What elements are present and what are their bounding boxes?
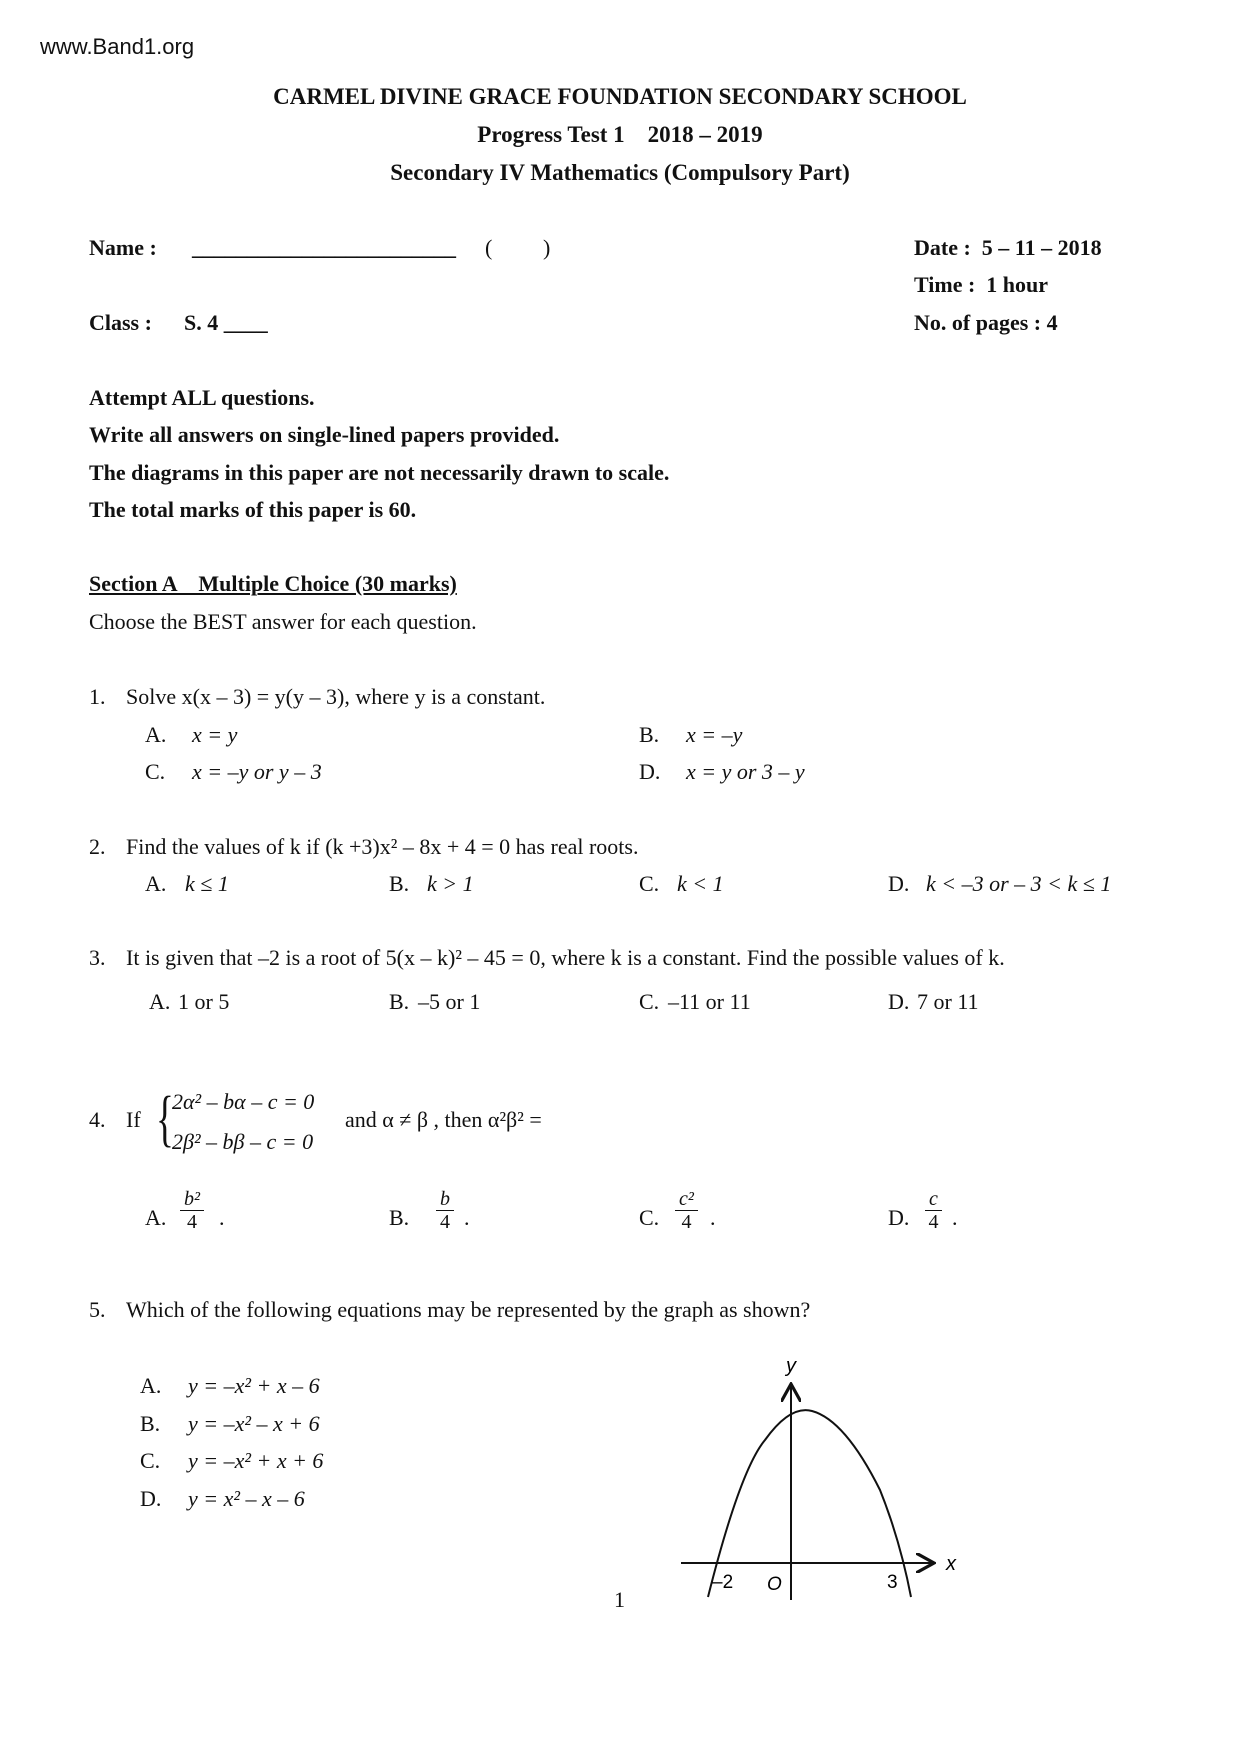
instruction: Write all answers on single-lined papers provided. [89,422,560,447]
numerator: b [436,1188,454,1211]
date: Date : 5 – 11 – 2018 [914,235,1102,260]
option-letter: D. [888,1205,910,1230]
y-axis-label: y [786,1355,796,1377]
option-letter: D. [888,871,910,896]
question-number: 3. [89,945,106,970]
class-label: Class : [89,310,152,335]
question-text: Which of the following equations may be represented by the graph as shown? [126,1297,811,1322]
instruction: The diagrams in this paper are not necessarily drawn to scale. [89,460,670,485]
option-text: –5 or 1 [418,989,481,1014]
option-letter: A. [145,1205,167,1230]
option-letter: C. [639,989,660,1014]
option-text: y = –x² + x + 6 [188,1448,324,1473]
option-text: x = y [192,722,238,747]
root-label: 3 [887,1572,898,1593]
numerator: c [925,1188,942,1211]
option-letter: C. [639,1205,660,1230]
option-text: k < 1 [677,871,724,896]
question-text: It is given that –2 is a root of 5(x – k)² – 45 = 0, where k is a constant. Find the possible values of k. [126,945,1005,970]
option-text: x = –y [686,722,743,747]
numerator: c² [675,1188,698,1211]
option-letter: C. [145,759,166,784]
question-text: and α ≠ β , then α²β² = [345,1107,542,1132]
option-text: y = x² – x – 6 [188,1486,305,1511]
question-text: Solve x(x – 3) = y(y – 3), where y is a constant. [126,684,546,709]
brace: { [155,1085,174,1153]
period: . [219,1205,225,1230]
option-letter: D. [888,989,910,1014]
question-number: 5. [89,1297,106,1322]
subject-title: Secondary IV Mathematics (Compulsory Part) [390,160,850,185]
option-letter: C. [140,1448,161,1473]
option-text: 7 or 11 [917,989,979,1014]
question-if: If [126,1107,141,1132]
school-title: CARMEL DIVINE GRACE FOUNDATION SECONDARY SCHOOL [273,84,967,109]
option-text: –11 or 11 [668,989,751,1014]
option-text: x = y or 3 – y [686,759,805,784]
option-letter: B. [389,989,410,1014]
option-letter: C. [639,871,660,896]
period: . [952,1205,958,1230]
option-text: y = –x² + x – 6 [188,1373,320,1398]
paren-close: ) [543,235,551,260]
test-title: Progress Test 1 2018 – 2019 [477,122,763,147]
option-text: 1 or 5 [178,989,230,1014]
paren-open: ( [485,235,493,260]
numerator: b² [180,1188,204,1211]
class-value: S. 4 ____ [184,310,268,335]
question-number: 1. [89,684,106,709]
denominator: 4 [681,1211,692,1233]
option-letter: A. [145,871,167,896]
time: Time : 1 hour [914,272,1049,297]
option-letter: D. [140,1486,162,1511]
option-letter: D. [639,759,661,784]
equation: 2α² – bα – c = 0 [172,1089,315,1114]
pages: No. of pages : 4 [914,310,1058,335]
option-text: k < –3 or – 3 < k ≤ 1 [926,871,1112,896]
page-number: 1 [614,1587,625,1612]
option-letter: A. [149,989,171,1014]
question-text: Find the values of k if (k +3)x² – 8x + 4 = 0 has real roots. [126,834,639,859]
option-text: x = –y or y – 3 [192,759,322,784]
denominator: 4 [187,1211,197,1233]
period: . [464,1205,470,1230]
option-text: k ≤ 1 [185,871,229,896]
period: . [710,1205,716,1230]
name-blank: ________________________ [192,235,456,260]
x-axis-label: x [946,1553,956,1575]
root-label: –2 [712,1572,734,1593]
option-letter: A. [140,1373,162,1398]
option-text: k > 1 [427,871,474,896]
parabola-curve [708,1410,911,1597]
option-letter: B. [140,1411,161,1436]
option-letter: A. [145,722,167,747]
watermark: www.Band1.org [40,34,195,59]
section-subtitle: Choose the BEST answer for each question. [89,609,477,634]
instruction: The total marks of this paper is 60. [89,497,417,522]
denominator: 4 [928,1211,939,1233]
option-letter: B. [389,871,410,896]
question-number: 2. [89,834,106,859]
option-letter: B. [639,722,660,747]
origin-label: O [767,1574,782,1595]
question-number: 4. [89,1107,106,1132]
name-label: Name : [89,235,157,260]
denominator: 4 [440,1211,450,1233]
option-text: y = –x² – x + 6 [188,1411,320,1436]
section-title: Section A Multiple Choice (30 marks) [89,571,457,596]
equation: 2β² – bβ – c = 0 [172,1129,314,1154]
option-letter: B. [389,1205,410,1230]
instruction: Attempt ALL questions. [89,385,315,410]
